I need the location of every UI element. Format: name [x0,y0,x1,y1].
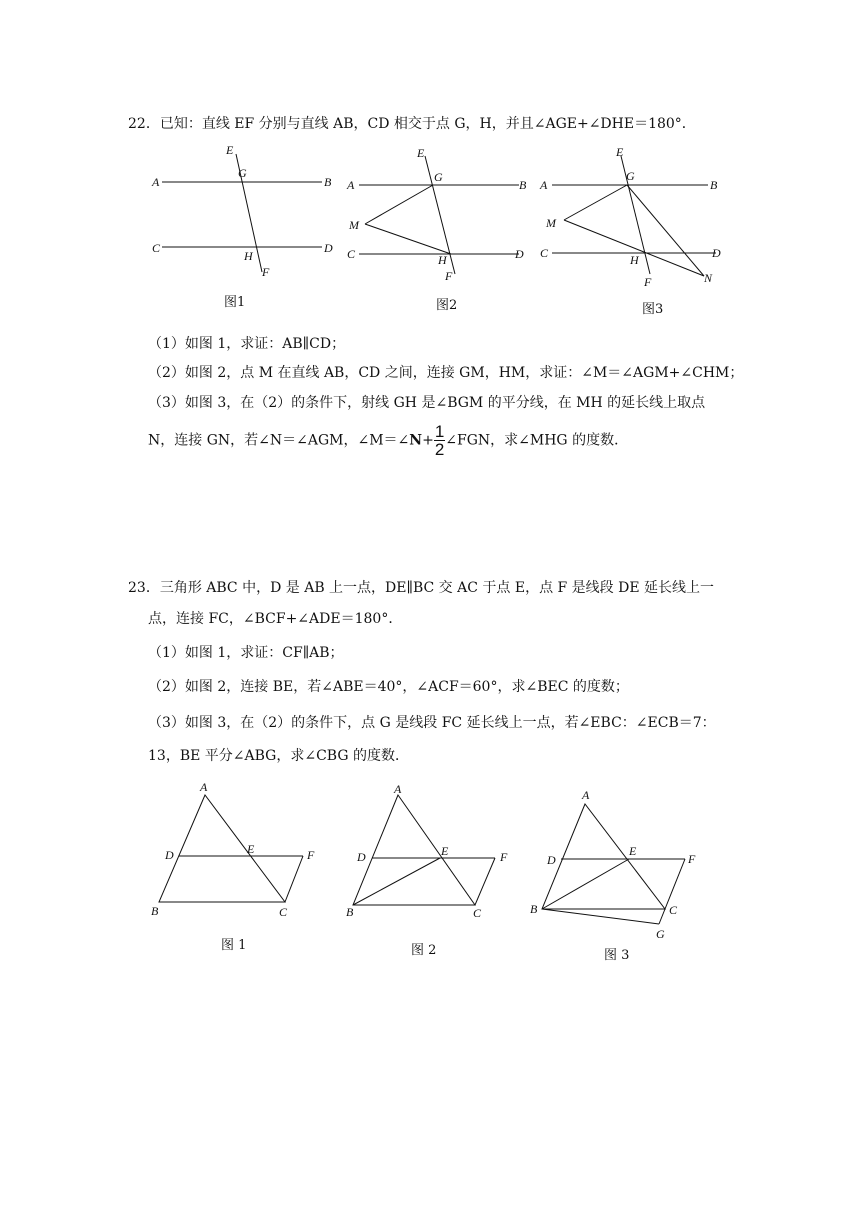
q23-caption-3: 图 3 [604,948,630,963]
fraction-numerator: 1 [434,422,445,441]
label-d: D [324,241,333,255]
segment-gm [365,185,433,224]
label-d: D [547,853,556,867]
label-f: F [262,265,270,279]
label-n: N [704,271,713,285]
fraction-denominator: 2 [434,440,445,459]
q23-part-1: （1）如图 1，求证：CF∥AB； [148,645,344,661]
label-b: B [530,902,538,916]
label-m: M [546,216,556,230]
triangle-abc [542,804,665,909]
q23-part-3-line-2: 13，BE 平分∠ABG，求∠CBG 的度数． [148,748,409,764]
label-c: C [473,906,482,920]
label-b: B [324,175,332,189]
label-e: E [441,844,449,858]
label-f: F [500,850,508,864]
q22-bold-n: N [409,432,423,449]
q22-plus: + [422,432,434,449]
fraction-one-half [434,423,445,458]
label-g: G [626,169,635,183]
q22-part-3-text-b: ∠FGN，求∠MHG 的度数． [445,432,629,449]
label-a: A [582,788,590,802]
q22-caption-2: 图2 [436,298,458,313]
label-e: E [226,143,234,157]
segment-hm [365,224,451,254]
q22-figure-1 [150,142,340,292]
label-f: F [644,275,652,289]
q23-figure-1 [145,775,330,925]
triangle-abc [353,795,475,905]
q22-part-3-text-a: N，连接 GN，若∠N＝∠AGM，∠M＝∠ [148,432,410,449]
label-c: C [279,905,288,919]
label-b: B [710,178,718,192]
q23-figure-3 [525,780,715,945]
label-h: H [630,253,639,267]
label-c: C [347,247,356,261]
q23-part-2: （2）如图 2，连接 BE，若∠ABE＝40°，∠ACF＝60°，求∠BEC 的度数； [148,679,629,695]
label-b: B [519,178,527,192]
label-e: E [616,145,624,159]
label-a: A [540,178,548,192]
segment-mn [564,220,704,276]
segment-fc [285,856,303,902]
label-h: H [244,249,253,263]
label-a: A [152,175,160,189]
label-d: D [712,246,721,260]
q23-figure-2 [343,775,528,925]
triangle-abc [159,795,285,902]
segment-bg [542,909,659,924]
segment-be [353,858,440,905]
q23-caption-1: 图 1 [221,938,247,953]
label-f: F [445,269,453,283]
q22-part-3-line-1: （3）如图 3，在（2）的条件下，射线 GH 是∠BGM 的平分线，在 MH 的延长线上取点 [148,395,706,411]
label-f: F [688,852,696,866]
label-a: A [347,178,355,192]
q23-part-3-line-1: （3）如图 3，在（2）的条件下，点 G 是线段 FC 延长线上一点，若∠EBC：∠ECB＝7： [148,715,716,731]
label-a: A [394,782,402,796]
label-b: B [346,905,354,919]
label-m: M [349,218,359,232]
label-g: G [238,166,247,180]
label-d: D [515,247,524,261]
segment-gm [564,185,627,220]
label-a: A [200,780,208,794]
label-e: E [629,844,637,858]
label-c: C [669,903,678,917]
label-g: G [656,927,665,941]
label-g: G [434,170,443,184]
q22-caption-1: 图1 [224,295,246,310]
q22-part-1: （1）如图 1，求证：AB∥CD； [148,336,346,352]
q22-part-2: （2）如图 2，点 M 在直线 AB，CD 之间，连接 GM，HM，求证：∠M＝∠AGM+∠CHM； [148,365,744,381]
q22-figure-2 [343,142,538,292]
label-c: C [540,246,549,260]
label-f: F [307,848,315,862]
q22-stem: 22．已知：直线 EF 分别与直线 AB，CD 相交于点 G，H，并且∠AGE+∠DHE＝180°． [128,116,696,132]
q22-caption-3: 图3 [642,302,664,317]
q23-caption-2: 图 2 [411,943,437,958]
label-h: H [438,253,447,267]
q23-stem-line-1: 23．三角形 ABC 中，D 是 AB 上一点，DE∥BC 交 AC 于点 E，点 F 是线段 DE 延长线上一 [128,580,715,596]
label-e: E [247,842,255,856]
q23-stem-line-2: 点，连接 FC，∠BCF+∠ADE＝180°． [148,611,403,627]
label-c: C [152,241,161,255]
label-e: E [417,146,425,160]
segment-fc [475,858,495,905]
q22-figure-3 [538,142,733,297]
label-d: D [357,850,366,864]
label-b: B [151,904,159,918]
label-d: D [165,848,174,862]
q22-part-3-line-2 [148,423,628,458]
